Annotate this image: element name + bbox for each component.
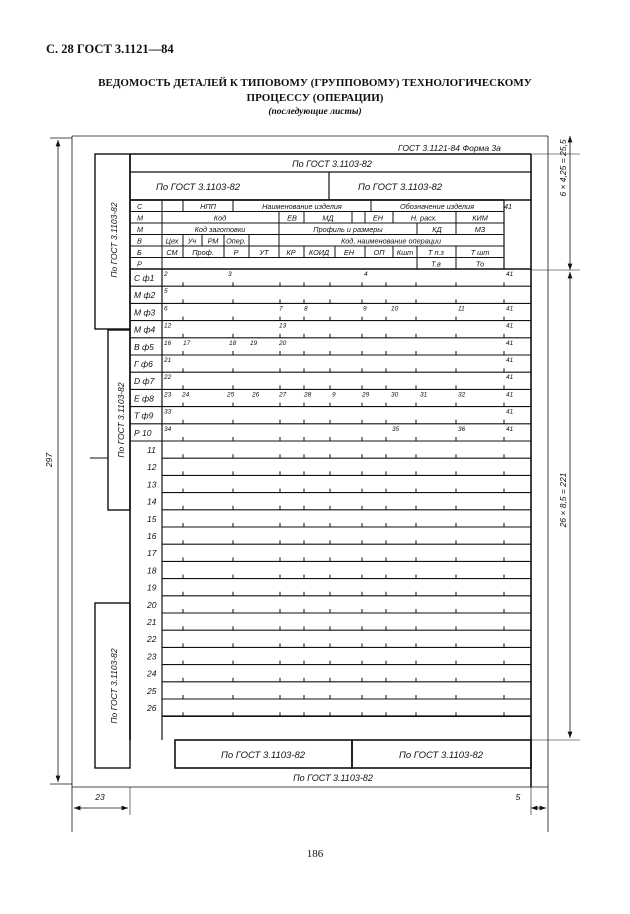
header-cell-text: СМ	[166, 248, 178, 257]
cell-number: 11	[458, 305, 465, 313]
cell-number: 20	[279, 339, 287, 347]
row-label: 13	[147, 479, 157, 490]
cell-number: 24	[182, 391, 190, 399]
header-cell-text: КОИД	[308, 248, 330, 257]
cell-number: 21	[164, 357, 172, 364]
dim-left-margin-label: 23	[95, 792, 105, 802]
row-label: 26	[147, 703, 157, 713]
header-cell-text: Т шт	[470, 248, 490, 257]
dim-right-margin-label: 5	[515, 792, 521, 802]
header-cell-text: КИМ	[472, 213, 488, 223]
bottom-left-ref: По ГОСТ 3.1103-82	[220, 750, 306, 761]
bottom-ref: По ГОСТ 3.1103-82	[293, 773, 373, 783]
page-number: 186	[306, 848, 324, 860]
header-cell-text: НПП	[200, 202, 216, 211]
header-cell-text: Опер.	[226, 236, 246, 246]
cell-number: 19	[250, 339, 258, 347]
row-label: Р 10	[134, 427, 152, 438]
row-label: Е ф8	[134, 393, 154, 404]
cell-number: 41	[506, 408, 514, 416]
cell-number: 22	[164, 374, 172, 382]
cell-number: 41	[506, 374, 514, 382]
header-cell-text: М	[137, 225, 144, 234]
side-ref-1: По ГОСТ 3.1103-82	[109, 202, 119, 278]
cell-number: 18	[229, 339, 237, 347]
row-label: 12	[147, 462, 157, 473]
header-cell-text: УТ	[259, 248, 269, 257]
cell-number: 41	[506, 305, 514, 313]
cell-number: 29	[362, 391, 370, 399]
row-label: В ф5	[134, 341, 154, 352]
cell-number: 41	[506, 425, 514, 433]
header-cell-text: Т п.з	[428, 248, 444, 257]
row-label: Т ф9	[134, 410, 154, 421]
cell-number: 23	[164, 391, 172, 399]
row-label: 22	[147, 634, 157, 645]
cell-number: 17	[183, 339, 191, 347]
bottom-right-ref: По ГОСТ 3.1103-82	[398, 750, 484, 761]
header-cell-text: В	[137, 236, 142, 246]
header-cell-text: КР	[286, 248, 296, 257]
dim-height: 297	[44, 452, 54, 468]
header-cell-text: Код заготовки	[194, 225, 246, 234]
cell-number: 9	[332, 391, 336, 399]
header-cell-text: Уч	[187, 236, 197, 246]
cell-number: 41	[506, 391, 514, 399]
title-line-1: ВЕДОМОСТЬ ДЕТАЛЕЙ К ТИПОВОМУ (ГРУППОВОМУ) ТЕХНОЛОГИЧЕСКОМУ	[98, 77, 532, 89]
header-cell-text: Р	[137, 259, 142, 269]
cell-number: 10	[391, 305, 399, 313]
side-ref-3: По ГОСТ 3.1103-82	[109, 648, 119, 724]
header-cell-text: ЕН	[372, 213, 384, 223]
cell-number: 41	[506, 357, 514, 364]
header-cell-text: С	[137, 202, 143, 211]
cell-number: 9	[363, 305, 367, 313]
header-cell-text: То	[475, 259, 485, 269]
title-line-3: (последующие листы)	[268, 107, 362, 117]
header-cell-text: ЕВ	[287, 213, 297, 223]
cell-number: 30	[391, 391, 399, 399]
top-right-ref: По ГОСТ 3.1103-82	[357, 182, 443, 193]
cell-number: 6	[164, 305, 168, 313]
row-label: С ф1	[134, 273, 155, 283]
header-cell-text: Б	[137, 248, 142, 257]
cell-number: 26	[252, 391, 260, 399]
cell-number: 7	[279, 305, 283, 313]
row-label: 23	[147, 651, 157, 662]
row-label: 18	[147, 565, 157, 576]
title-line-2: ПРОЦЕССУ (ОПЕРАЦИИ)	[246, 92, 384, 104]
cell-number: 25	[227, 391, 235, 399]
row-label: 19	[147, 582, 157, 593]
row-label: М ф2	[134, 290, 156, 301]
header-cell-text: ЕН	[343, 248, 355, 257]
cell-number: 16	[164, 339, 172, 347]
header-cell-text: Н. расх.	[410, 213, 438, 223]
header-cell-text: КД	[432, 225, 442, 234]
row-label: М ф4	[134, 324, 156, 335]
cell-number: 2	[164, 271, 168, 278]
row-label: 20	[147, 599, 157, 610]
row-label: 14	[147, 496, 157, 507]
row-label: D ф7	[134, 376, 155, 387]
cell-number: 4	[364, 271, 368, 278]
form-label: ГОСТ 3.1121-84 Форма 3а	[398, 143, 501, 153]
cell-number: 27	[279, 391, 287, 399]
header-cell-text: Кшт	[396, 248, 414, 257]
dim-right-main-label: 26 × 8,5 = 221	[558, 472, 568, 528]
dim-right-top-label: 6 × 4,25 = 25,5	[558, 139, 568, 197]
header-cell-text: Т.в	[431, 259, 441, 269]
cell-number: 33	[164, 408, 172, 416]
cell-number: 41	[506, 322, 514, 330]
header-cell-text: МД	[322, 213, 334, 223]
header-cell-text: Профиль и размеры	[313, 225, 383, 234]
header-cell-text: 41	[503, 202, 513, 211]
header-cell-text: РМ	[207, 236, 219, 246]
cell-number: 34	[164, 425, 172, 433]
row-label: 21	[147, 617, 157, 627]
row-label: 24	[147, 668, 157, 679]
header-cell-text: Проф.	[192, 248, 214, 257]
cell-number: 32	[458, 391, 466, 399]
header-cell-text: ОП	[373, 248, 385, 257]
header-cell-text: Обозначение изделия	[399, 202, 475, 211]
cell-number: 35	[392, 425, 400, 433]
header-cell-text: Р	[233, 248, 239, 257]
cell-number: 31	[420, 391, 428, 399]
cell-number: 5	[164, 288, 168, 296]
cell-number: 28	[304, 391, 312, 399]
cell-number: 13	[279, 322, 287, 330]
side-ref-2: По ГОСТ 3.1103-82	[116, 382, 126, 458]
row-label: 25	[147, 685, 157, 696]
header-cell-text: Код, наименование операции	[340, 236, 442, 246]
header-cell-text: Цех	[165, 236, 179, 246]
cell-number: 41	[506, 339, 514, 347]
header-cell-text: Наименование изделия	[262, 202, 342, 211]
top-ref: По ГОСТ 3.1103-82	[292, 159, 372, 169]
row-label: 16	[147, 531, 157, 541]
cell-number: 12	[164, 322, 172, 330]
cell-number: 36	[458, 425, 466, 433]
row-label: Г ф6	[134, 359, 153, 369]
row-label: М ф3	[134, 307, 156, 318]
header-cell-text: Код	[213, 213, 227, 223]
page-header: С. 28 ГОСТ 3.1121—84	[46, 42, 174, 56]
row-label: 15	[147, 513, 157, 524]
header-cell-text: МЗ	[474, 225, 486, 234]
cell-number: 8	[304, 305, 308, 313]
row-label: 11	[147, 445, 156, 455]
row-label: 17	[147, 548, 157, 559]
cell-number: 3	[228, 271, 232, 278]
cell-number: 41	[506, 271, 514, 278]
top-left-ref: По ГОСТ 3.1103-82	[155, 182, 241, 193]
header-cell-text: М	[137, 213, 144, 223]
